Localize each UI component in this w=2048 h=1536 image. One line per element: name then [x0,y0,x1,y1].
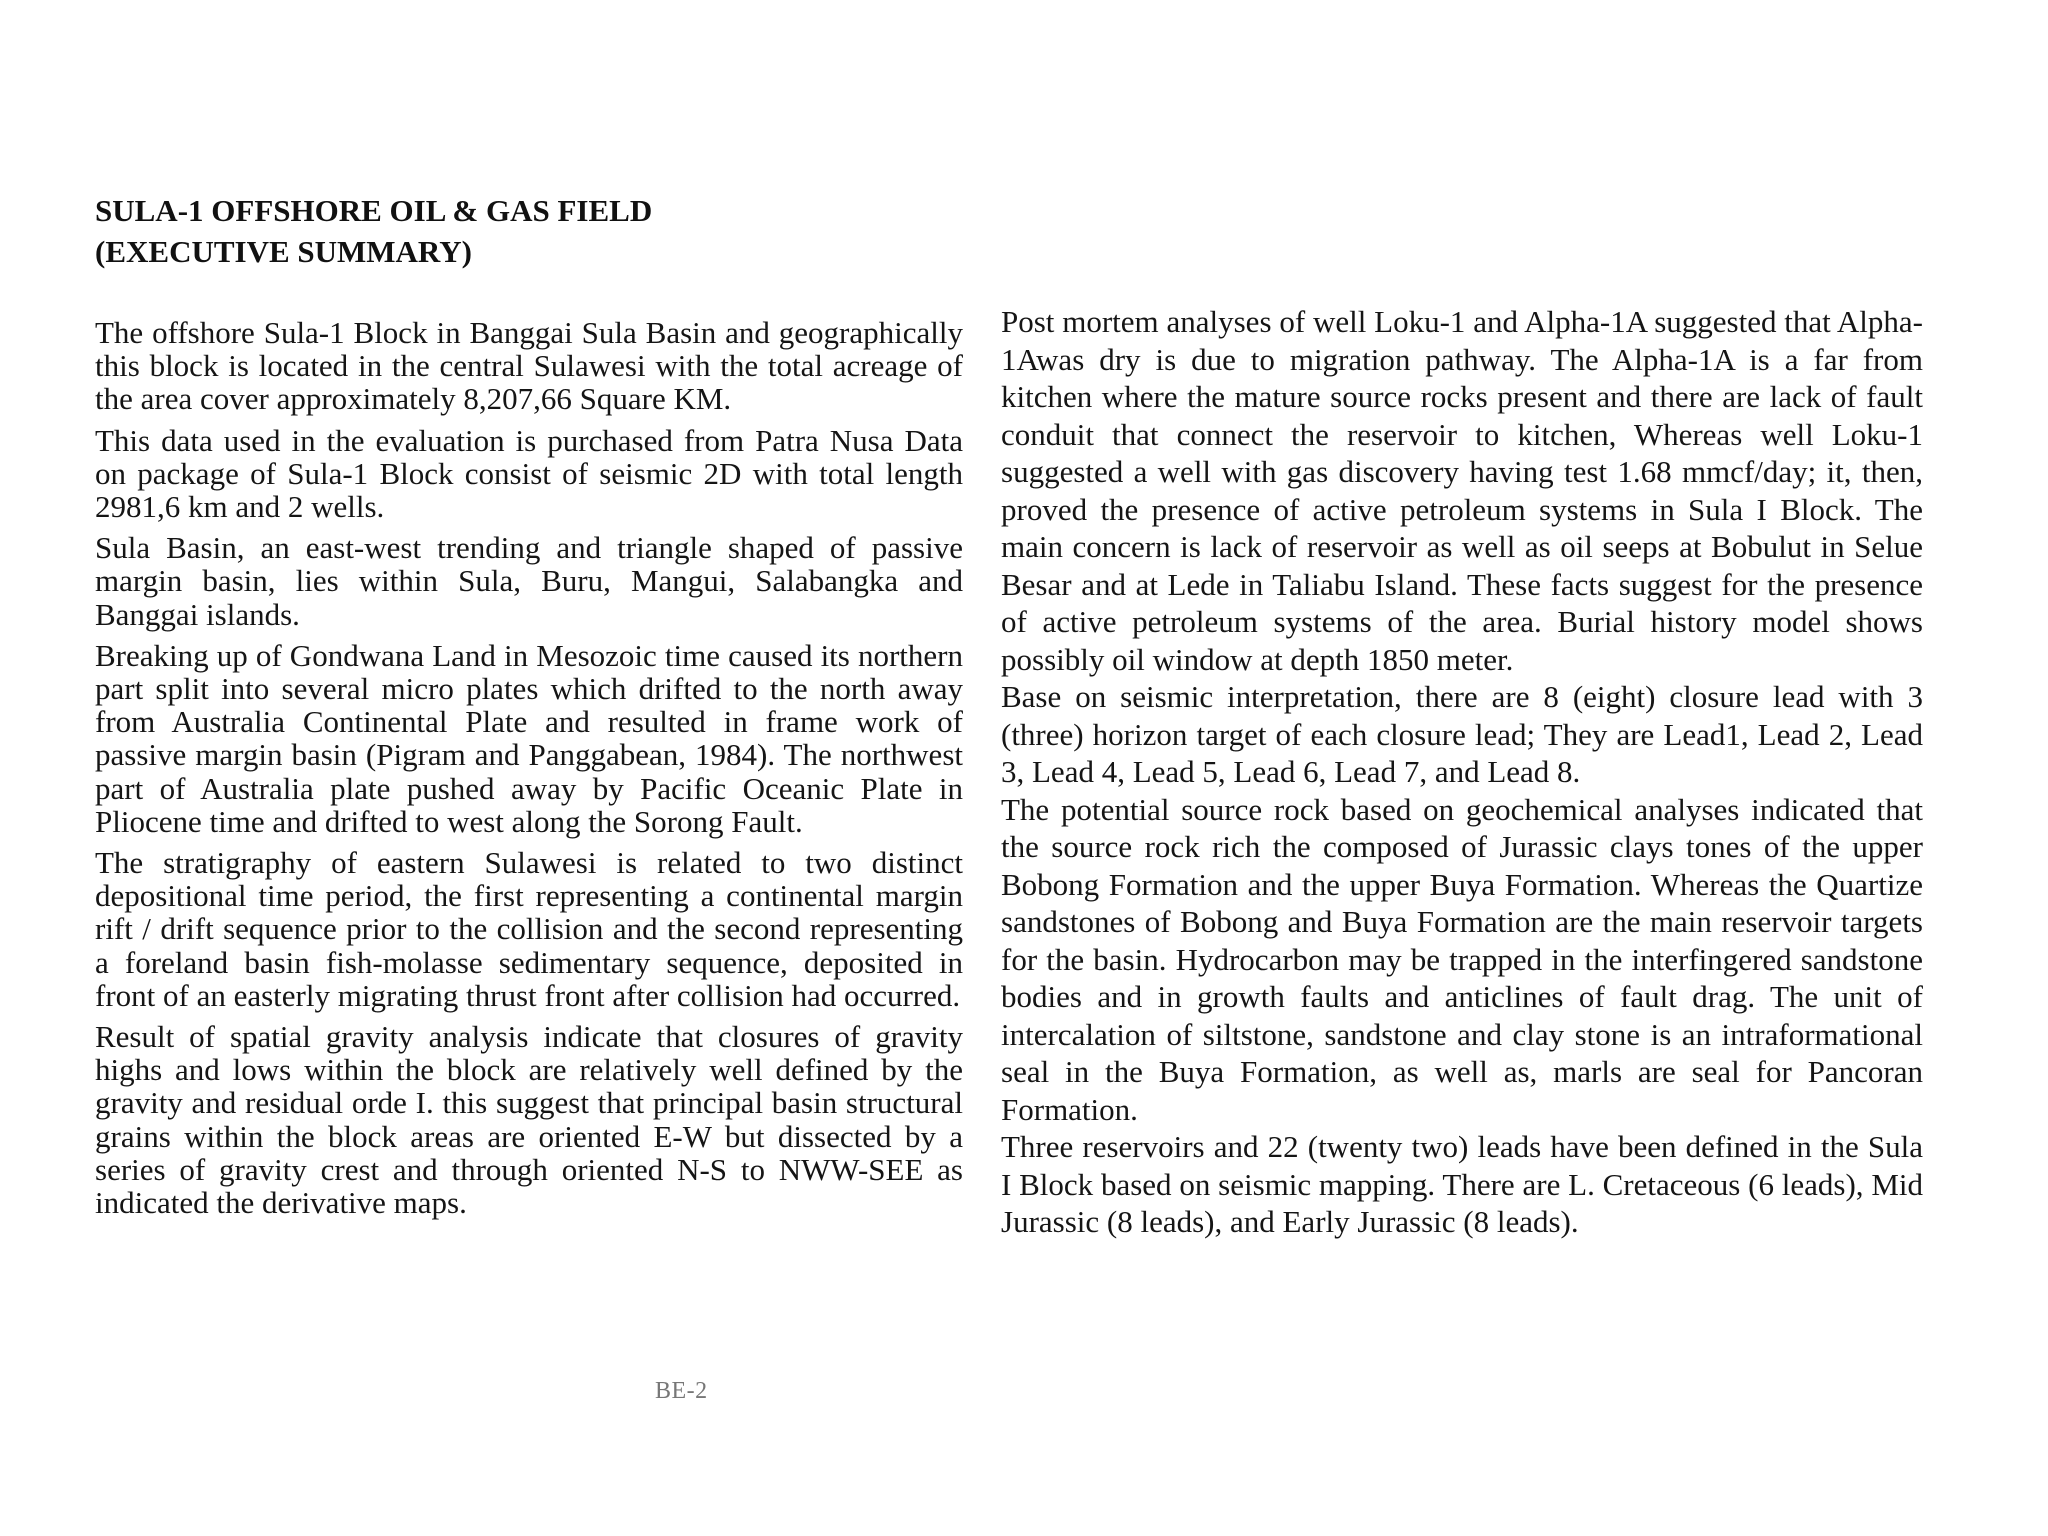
paragraph-reservoirs: Three reservoirs and 22 (twenty two) leads have been defined in the Sula I Block based on seismic mapping. There are L. Cretaceous (6 leads), Mid Jurassic (8 leads), and Early Jurassic (8 leads). [1001,1129,1923,1239]
paragraph-tectonic-history: Breaking up of Gondwana Land in Mesozoic time caused its northern part split into several micro plates which drifted to the north away from Australia Continental Plate and resulted in frame work of passive margin basin (Pigram and Panggabean, 1984). The northwest part of Australia plate pushed away by Pacific Oceanic Plate in Pliocene time and drifted to west along the Sorong Fault. [95,637,963,839]
right-text-column [1001,303,1923,1241]
page-number: BE-2 [655,1378,708,1404]
document-title-line-1: SULA-1 OFFSHORE OIL & GAS FIELD [95,193,653,228]
paragraph-data-source: This data used in the evaluation is purchased from Patra Nusa Data on package of Sula-1 Block consist of seismic 2D with total length 2981,6 km and 2 wells. [95,422,963,525]
paragraph-block-location: The offshore Sula-1 Block in Banggai Sula Basin and geographically this block is located in the central Sulawesi with the total acreage of the area cover approximately 8,207,66 Square KM. [95,315,963,417]
paragraph-source-rock: The potential source rock based on geochemical analyses indicated that the source rock rich the composed of Jurassic clays tones of the upper Bobong Formation and the upper Buya Formation. Whereas the Quartize sandstones of Bobong and Buya Formation are the main reservoir targets for the basin. Hydrocarbon may be trapped in the interfingered sandstone bodies and in growth faults and anticlines of fault drag. The unit of intercalation of siltstone, sandstone and clay stone is an intraformational seal in the Buya Formation, as well as, marls are seal for Pancoran Formation. [1001,791,1923,1127]
paragraph-seismic-leads: Base on seismic interpretation, there are 8 (eight) closure lead with 3 (three) horizon target of each closure lead; They are Lead1, Lead 2, Lead 3, Lead 4, Lead 5, Lead 6, Lead 7, and Lead 8. [1001,679,1923,789]
paragraph-post-mortem-analysis: Post mortem analyses of well Loku-1 and Alpha-1A suggested that Alpha-1Awas dry is due to migration pathway. The Alpha-1A is a far from kitchen where the mature source rocks present and there are lack of fault conduit that connect the reservoir to kitchen, Whereas well Loku-1 suggested a well with gas discovery having test 1.68 mmcf/day; it, then, proved the presence of active petroleum systems in Sula I Block. The main concern is lack of reservoir as well as oil seeps at Bobulut in Selue Besar and at Lede in Taliabu Island. These facts suggest for the presence of active petroleum systems of the area. Burial history model shows possibly oil window at depth 1850 meter. [1001,304,1923,677]
document-title [95,190,652,272]
left-text-column [95,316,963,1227]
paragraph-stratigraphy: The stratigraphy of eastern Sulawesi is related to two distinct depositional time period, the first representing a continental margin rift / drift sequence prior to the collision and the second representing a foreland basin fish-molasse sedimentary sequence, deposited in front of an easterly migrating thrust front after collision had occurred. [95,845,963,1013]
paragraph-sula-basin: Sula Basin, an east-west trending and triangle shaped of passive margin basin, lies within Sula, Buru, Mangui, Salabangka and Banggai islands. [95,530,963,632]
document-title-line-2: (EXECUTIVE SUMMARY) [95,234,472,269]
paragraph-gravity-analysis: Result of spatial gravity analysis indicate that closures of gravity highs and lows within the block are relatively well defined by the gravity and residual orde I. this suggest that principal basin structural grains within the block areas are oriented E-W but dissected by a series of gravity crest and through oriented N-S to NWW-SEE as indicated the derivative maps. [95,1019,963,1221]
